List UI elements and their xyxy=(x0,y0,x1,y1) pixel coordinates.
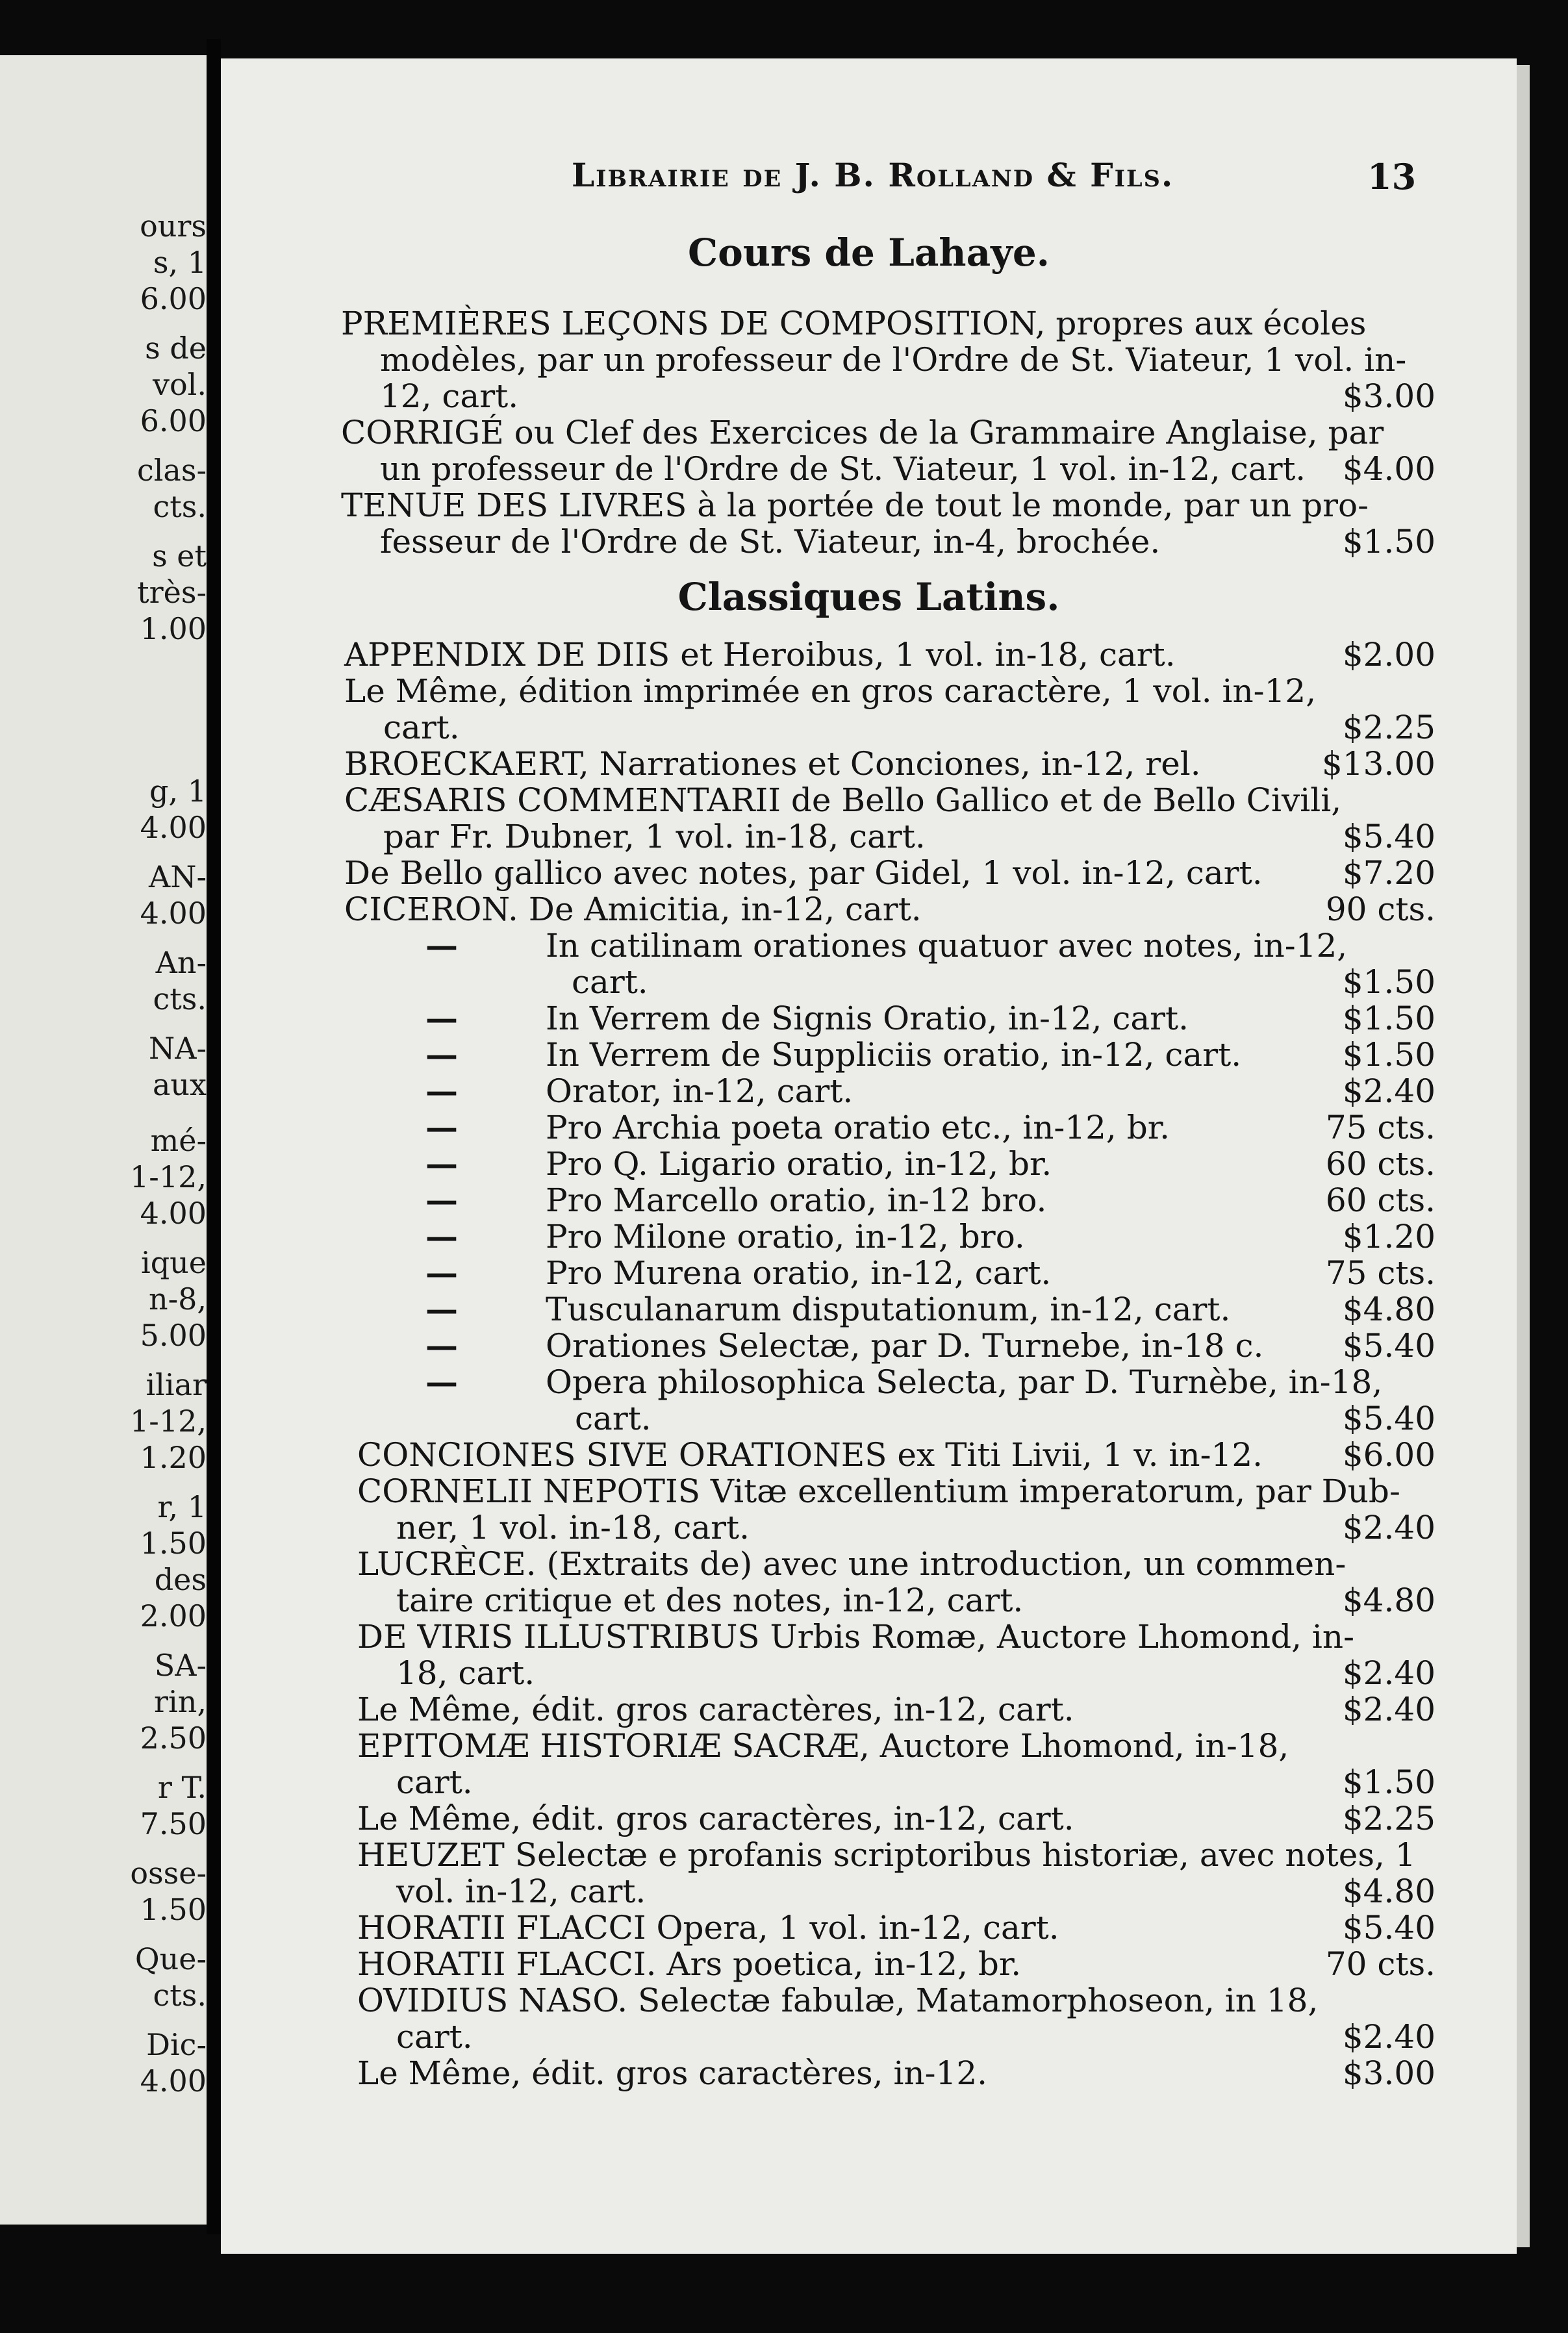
catalog-line xyxy=(341,305,1435,342)
left-page-text: iliar xyxy=(145,1367,207,1402)
catalog-line-text: un professeur de l'Ordre de St. Viateur, 1 vol. in-12, cart. xyxy=(380,450,1306,488)
catalog-line xyxy=(546,1255,1435,1291)
left-page-text: osse- xyxy=(130,1856,207,1891)
catalog-line xyxy=(546,1000,1435,1037)
catalog-line xyxy=(357,1437,1435,1473)
left-page-text: s et xyxy=(152,538,207,574)
catalog-line xyxy=(546,1218,1435,1255)
left-page-text: 1.00 xyxy=(140,611,207,646)
catalog-line xyxy=(380,451,1435,487)
catalog-price: $1.50 xyxy=(1342,1036,1435,1074)
catalog-price: $2.25 xyxy=(1342,1800,1435,1837)
catalog-price: $6.00 xyxy=(1342,1436,1435,1474)
catalog-line-text: par Fr. Dubner, 1 vol. in-18, cart. xyxy=(383,818,926,855)
catalog-line-text: cart. xyxy=(396,1763,473,1801)
ditto-dash: — xyxy=(425,1072,458,1110)
catalog-line xyxy=(357,1473,1435,1509)
catalog-line-text: BROECKAERT, Narrationes et Conciones, in-12, rel. xyxy=(344,745,1201,783)
catalog-line xyxy=(546,1073,1435,1109)
catalog-line-text: vol. in-12, cart. xyxy=(396,1873,646,1910)
catalog-price: 60 cts. xyxy=(1325,1145,1435,1183)
catalog-line xyxy=(396,1873,1435,1910)
catalog-price: 90 cts. xyxy=(1325,890,1435,928)
catalog-line xyxy=(357,1691,1435,1728)
catalog-line xyxy=(396,1509,1435,1546)
catalog-line xyxy=(546,1364,1435,1400)
catalog-line-text: Tusculanarum disputationum, in-12, cart. xyxy=(546,1291,1231,1328)
left-page-fragment xyxy=(0,55,207,2225)
catalog-price: $4.00 xyxy=(1342,450,1435,488)
catalog-line-text: CÆSARIS COMMENTARII de Bello Gallico et de Bello Civili, xyxy=(344,781,1342,819)
catalog-line-text: EPITOMÆ HISTORIÆ SACRÆ, Auctore Lhomond, in-18, xyxy=(357,1727,1289,1765)
catalog-price: $4.80 xyxy=(1342,1873,1435,1910)
catalog-line xyxy=(380,342,1435,378)
catalog-line-text: DE VIRIS ILLUSTRIBUS Urbis Romæ, Auctore Lhomond, in- xyxy=(357,1618,1355,1656)
catalog-line-text: Pro Murena oratio, in-12, cart. xyxy=(546,1254,1052,1292)
catalog-line xyxy=(344,746,1435,782)
catalog-line xyxy=(396,1655,1435,1691)
left-page-text: 2.00 xyxy=(140,1598,207,1633)
ditto-dash: — xyxy=(425,926,458,965)
left-page-text: Dic- xyxy=(146,2027,207,2062)
catalog-line-text: 12, cart. xyxy=(380,377,519,415)
left-page-text: Que- xyxy=(134,1941,207,1976)
catalog-line xyxy=(357,2055,1435,2091)
left-page-text: des xyxy=(154,1562,207,1597)
catalog-line-text: CICERON. De Amicitia, in-12, cart. xyxy=(344,890,922,928)
left-page-text: 4.00 xyxy=(140,1196,207,1231)
catalog-line-text: HORATII FLACCI Opera, 1 vol. in-12, cart. xyxy=(357,1909,1059,1947)
page-number: 13 xyxy=(1367,156,1417,197)
catalog-price: 75 cts. xyxy=(1325,1254,1435,1292)
catalog-line-text: cart. xyxy=(572,963,648,1001)
catalog-line xyxy=(341,487,1435,523)
left-page-text: 1.20 xyxy=(140,1440,207,1475)
catalog-line-text: Le Même, édit. gros caractères, in-12. xyxy=(357,2054,988,2092)
catalog-line xyxy=(546,927,1435,964)
catalog-line xyxy=(341,414,1435,451)
header-title: Librairie de J. B. Rolland & Fils. xyxy=(572,156,1174,194)
catalog-price: $5.40 xyxy=(1342,1327,1435,1365)
catalog-price: $5.40 xyxy=(1342,818,1435,855)
catalog-price: $2.00 xyxy=(1342,636,1435,674)
catalog-line xyxy=(357,1800,1435,1837)
ditto-dash: — xyxy=(425,1144,458,1183)
catalog-line xyxy=(546,1146,1435,1182)
left-page-text: clas- xyxy=(136,453,207,488)
catalog-line xyxy=(380,523,1435,560)
catalog-line-text: Pro Archia poeta oratio etc., in-12, br. xyxy=(546,1109,1170,1146)
catalog-line xyxy=(344,782,1435,818)
catalog-price: $2.40 xyxy=(1342,2018,1435,2056)
left-page-text: AN- xyxy=(148,859,207,894)
left-page-text: ique xyxy=(140,1245,207,1280)
catalog-line-text: cart. xyxy=(575,1400,651,1437)
left-page-text: très- xyxy=(137,575,207,610)
catalog-price: 60 cts. xyxy=(1325,1181,1435,1219)
catalog-line-text: Pro Milone oratio, in-12, bro. xyxy=(546,1218,1025,1255)
catalog-line xyxy=(546,1182,1435,1218)
left-page-text: vol. xyxy=(152,367,207,402)
left-page-text: An- xyxy=(155,945,207,980)
catalog-line xyxy=(357,1546,1435,1582)
catalog-line xyxy=(383,709,1435,746)
catalog-line xyxy=(357,1837,1435,1873)
left-page-text: r T. xyxy=(157,1770,207,1805)
catalog-price: $7.20 xyxy=(1342,854,1435,892)
left-page-text: 1-12, xyxy=(130,1159,207,1194)
left-page-text: n-8, xyxy=(148,1281,207,1317)
catalog-price: $2.40 xyxy=(1342,1072,1435,1110)
catalog-price: $2.25 xyxy=(1342,709,1435,746)
catalog-line xyxy=(546,1328,1435,1364)
catalog-line-text: Orationes Selectæ, par D. Turnebe, in-18 c. xyxy=(546,1327,1264,1365)
catalog-line-text: Opera philosophica Selecta, par D. Turnèbe, in-18, xyxy=(546,1363,1383,1401)
section-heading-cours-de-lahaye: Cours de Lahaye. xyxy=(688,231,1050,275)
catalog-line-text: cart. xyxy=(383,709,460,746)
section-heading-classiques-latins: Classiques Latins. xyxy=(677,575,1060,619)
catalog-line xyxy=(546,1291,1435,1328)
left-page-text: 4.00 xyxy=(140,810,207,845)
catalog-line-text: Pro Marcello oratio, in-12 bro. xyxy=(546,1181,1047,1219)
catalog-line-text: In catilinam orationes quatuor avec notes, in-12, xyxy=(546,927,1348,965)
catalog-line-text: HEUZET Selectæ e profanis scriptoribus historiæ, avec notes, 1 xyxy=(357,1836,1416,1874)
catalog-line-text: Le Même, édit. gros caractères, in-12, cart. xyxy=(357,1691,1074,1728)
catalog-line xyxy=(344,673,1435,709)
catalog-line-text: modèles, par un professeur de l'Ordre de St. Viateur, 1 vol. in- xyxy=(380,341,1407,379)
catalog-price: 75 cts. xyxy=(1325,1109,1435,1146)
left-page-text: g, 1 xyxy=(149,774,207,809)
catalog-line-text: TENUE DES LIVRES à la portée de tout le monde, par un pro- xyxy=(341,486,1369,524)
left-page-text: 1-12, xyxy=(130,1404,207,1439)
catalog-price: $1.20 xyxy=(1342,1218,1435,1255)
catalog-line-text: In Verrem de Suppliciis oratio, in-12, cart. xyxy=(546,1036,1242,1074)
catalog-line xyxy=(357,1982,1435,2019)
catalog-line-text: 18, cart. xyxy=(396,1654,535,1692)
left-page-text: cts. xyxy=(153,489,207,524)
page-gutter xyxy=(207,39,221,2234)
left-page-text: s de xyxy=(145,331,207,366)
catalog-line-text: Orator, in-12, cart. xyxy=(546,1072,854,1110)
catalog-line-text: cart. xyxy=(396,2018,473,2056)
ditto-dash: — xyxy=(425,1363,458,1401)
catalog-line-text: CORRIGÉ ou Clef des Exercices de la Grammaire Anglaise, par xyxy=(341,414,1384,451)
right-page xyxy=(221,58,1517,2254)
left-page-text: 7.50 xyxy=(140,1806,207,1841)
catalog-line xyxy=(344,637,1435,673)
catalog-price: $4.80 xyxy=(1342,1582,1435,1619)
left-page-text: 6.00 xyxy=(140,403,207,438)
left-page-text: mé- xyxy=(150,1123,207,1158)
left-page-text: r, 1 xyxy=(157,1489,207,1524)
catalog-line xyxy=(572,964,1435,1000)
left-page-text: 5.00 xyxy=(140,1318,207,1353)
catalog-line-text: Le Même, édition imprimée en gros caractère, 1 vol. in-12, xyxy=(344,672,1317,710)
left-page-text: 1.50 xyxy=(140,1892,207,1927)
catalog-price: $13.00 xyxy=(1322,745,1435,783)
catalog-line-text: CONCIONES SIVE ORATIONES ex Titi Livii, 1 v. in-12. xyxy=(357,1436,1263,1474)
catalog-line xyxy=(546,1109,1435,1146)
catalog-price: $1.50 xyxy=(1342,523,1435,561)
left-page-text: 2.50 xyxy=(140,1721,207,1756)
running-header xyxy=(221,156,1517,201)
left-page-text: s, 1 xyxy=(153,245,207,280)
catalog-line xyxy=(344,891,1435,927)
page-edge xyxy=(1517,65,1530,2247)
catalog-price: $5.40 xyxy=(1342,1909,1435,1947)
catalog-line xyxy=(357,1910,1435,1946)
catalog-line-text: CORNELII NEPOTIS Vitæ excellentium imperatorum, par Dub- xyxy=(357,1472,1400,1510)
ditto-dash: — xyxy=(425,1290,458,1328)
left-page-text: NA- xyxy=(148,1031,207,1066)
left-page-text: cts. xyxy=(153,981,207,1016)
catalog-line xyxy=(546,1037,1435,1073)
catalog-line xyxy=(396,2019,1435,2055)
left-page-text: SA- xyxy=(154,1648,207,1683)
catalog-line-text: Le Même, édit. gros caractères, in-12, cart. xyxy=(357,1800,1074,1837)
catalog-price: $3.00 xyxy=(1342,2054,1435,2092)
catalog-line-text: APPENDIX DE DIIS et Heroibus, 1 vol. in-18, cart. xyxy=(344,636,1176,674)
catalog-line xyxy=(357,1946,1435,1982)
catalog-price: $1.50 xyxy=(1342,963,1435,1001)
catalog-line xyxy=(383,818,1435,855)
catalog-line xyxy=(380,378,1435,414)
catalog-price: $4.80 xyxy=(1342,1291,1435,1328)
ditto-dash: — xyxy=(425,1181,458,1219)
catalog-line-text: De Bello gallico avec notes, par Gidel, 1 vol. in-12, cart. xyxy=(344,854,1263,892)
catalog-line-text: ner, 1 vol. in-18, cart. xyxy=(396,1509,750,1546)
ditto-dash: — xyxy=(425,1108,458,1146)
catalog-line xyxy=(575,1400,1435,1437)
ditto-dash: — xyxy=(425,1326,458,1365)
left-page-text: 4.00 xyxy=(140,2063,207,2099)
left-page-text: 6.00 xyxy=(140,281,207,316)
catalog-line-text: HORATII FLACCI. Ars poetica, in-12, br. xyxy=(357,1945,1022,1983)
catalog-line xyxy=(344,855,1435,891)
catalog-line-text: fesseur de l'Ordre de St. Viateur, in-4, brochée. xyxy=(380,523,1161,561)
catalog-price: $1.50 xyxy=(1342,1000,1435,1037)
catalog-line xyxy=(396,1764,1435,1800)
catalog-price: $3.00 xyxy=(1342,377,1435,415)
left-page-text: 1.50 xyxy=(140,1526,207,1561)
catalog-line xyxy=(357,1728,1435,1764)
catalog-line xyxy=(396,1582,1435,1619)
catalog-line-text: LUCRÈCE. (Extraits de) avec une introduction, un commen- xyxy=(357,1545,1347,1583)
catalog-line-text: Pro Q. Ligario oratio, in-12, br. xyxy=(546,1145,1052,1183)
left-page-text: ours xyxy=(140,208,207,244)
ditto-dash: — xyxy=(425,1254,458,1292)
ditto-dash: — xyxy=(425,1217,458,1255)
catalog-price: $1.50 xyxy=(1342,1763,1435,1801)
catalog-price: $2.40 xyxy=(1342,1509,1435,1546)
left-page-text: aux xyxy=(153,1067,207,1102)
catalog-line xyxy=(357,1619,1435,1655)
ditto-dash: — xyxy=(425,1035,458,1074)
left-page-text: 4.00 xyxy=(140,896,207,931)
catalog-line-text: taire critique et des notes, in-12, cart. xyxy=(396,1582,1024,1619)
ditto-dash: — xyxy=(425,999,458,1037)
catalog-price: $2.40 xyxy=(1342,1654,1435,1692)
catalog-price: $2.40 xyxy=(1342,1691,1435,1728)
catalog-line-text: In Verrem de Signis Oratio, in-12, cart. xyxy=(546,1000,1189,1037)
left-page-text: cts. xyxy=(153,1978,207,2013)
catalog-line-text: OVIDIUS NASO. Selectæ fabulæ, Matamorphoseon, in 18, xyxy=(357,1982,1319,2019)
catalog-line-text: PREMIÈRES LEÇONS DE COMPOSITION, propres aux écoles xyxy=(341,305,1367,342)
left-page-text: rin, xyxy=(154,1684,207,1719)
catalog-price: 70 cts. xyxy=(1325,1945,1435,1983)
catalog-price: $5.40 xyxy=(1342,1400,1435,1437)
